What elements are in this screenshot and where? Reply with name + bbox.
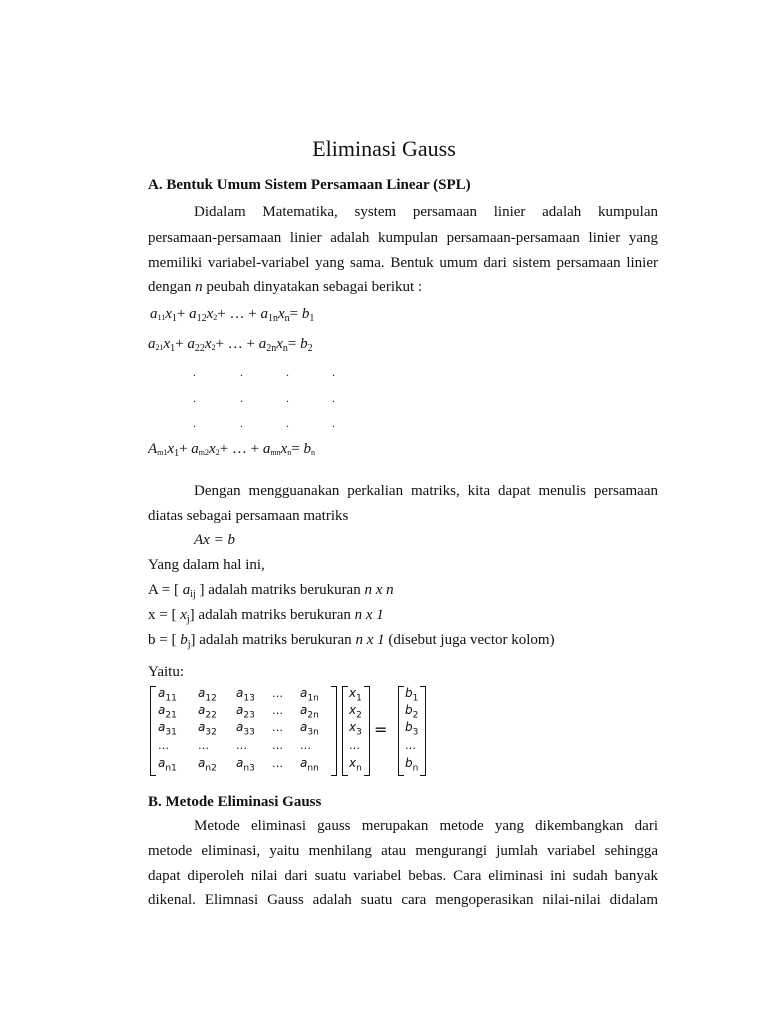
matrix-equals-sign: = [374, 720, 388, 739]
matrix-para-line-1: Dengan mengguanakan perkalian matriks, kita dapat menulis persamaan [194, 483, 658, 499]
section-b-line-4: dikenal. Elimnasi Gauss adalah suatu cara mengoperasikan nilai-nilai didalam [148, 892, 658, 908]
matrix-a-cell: $a_{2n}$ [300, 703, 319, 721]
matrix-a-cell: $a_{31}$ [158, 720, 177, 738]
matrix-a-cell: … [272, 721, 283, 734]
matrix-a-cell: $a_{3n}$ [300, 720, 319, 738]
vector-x-cell: $x_3$ [349, 720, 362, 738]
italic-n: n [195, 279, 203, 295]
vector-b-cell: … [405, 739, 416, 752]
vector-x-cell: $x_n$ [349, 756, 362, 774]
vector-x-cell: … [349, 739, 360, 752]
matrix-a-cell: $a_{22}$ [198, 703, 217, 721]
matrix-a-cell: … [272, 739, 283, 752]
matrix-a-cell: $a_{21}$ [158, 703, 177, 721]
matrix-a-left-bracket [150, 686, 156, 776]
matrix-a-cell: $a_{nn}$ [300, 756, 319, 774]
section-a-line-1: Didalam Matematika, system persamaan linier adalah kumpulan [194, 204, 658, 220]
equation-row-1: $a_{11}x_1+ a_{12}x_2+$ … + $a_{1n}x_n= b_1$ [150, 306, 315, 324]
section-b-line-3: dapat diperoleh nilai dari suatu variabel bebas. Cara eliminasi ini sudah banyak [148, 868, 658, 884]
vector-b-cell: $b_1$ [405, 686, 419, 704]
dot-row-3: . . . . [193, 416, 335, 430]
vector-b-cell: $b_2$ [405, 703, 419, 721]
matrix-a-cell: … [300, 739, 311, 752]
definition-x: x = [ $x_j$] adalah matriks berukuran n x 1 [148, 607, 384, 625]
matrix-a-cell: $a_{11}$ [158, 686, 177, 704]
matrix-equation-figure [150, 686, 430, 778]
matrix-a-cell: $a_{33}$ [236, 720, 255, 738]
vector-x-left-bracket [342, 686, 348, 776]
section-a-line-3: memiliki variabel-variabel yang sama. Bentuk umum dari sistem persamaan linier [148, 255, 658, 271]
matrix-a-cell: … [236, 739, 247, 752]
matrix-a-cell: $a_{32}$ [198, 720, 217, 738]
vector-b-cell: $b_n$ [405, 756, 419, 774]
equation-row-2: $a_{21}x_1+ a_{22}x_2+$ … + $a_{2n}x_n= b_2$ [148, 336, 313, 354]
vector-b-right-bracket [420, 686, 426, 776]
matrix-a-cell: … [272, 757, 283, 770]
line4-text: dengan n peubah dinyatakan sebagai berikut : [148, 279, 423, 295]
definition-b: b = [ $b_j$] adalah matriks berukuran n x 1 (disebut juga vector kolom) [148, 632, 555, 650]
section-b-line-2: metode eliminasi, yaitu menhilang atau mengurangi jumlah variabel sehingga [148, 843, 658, 859]
section-a-heading: A. Bentuk Umum Sistem Persamaan Linear (SPL) [148, 177, 471, 193]
matrix-a-cell: … [272, 687, 283, 700]
definition-a: A = [ $a_{ij}$ ] adalah matriks berukuran n x n [148, 582, 394, 600]
dot-row-2: . . . . [193, 391, 335, 405]
matrix-a-cell: … [272, 704, 283, 717]
section-a-line-2: persamaan-persamaan linier adalah kumpulan persamaan-persamaan linier yang [148, 230, 658, 246]
ax-equals-b: Ax = b [194, 532, 235, 548]
vector-b-left-bracket [398, 686, 404, 776]
matrix-a-cell: $a_{n3}$ [236, 756, 255, 774]
section-a-line-4 [148, 279, 422, 296]
matrix-a-cell: $a_{12}$ [198, 686, 217, 704]
matrix-a-cell: $a_{23}$ [236, 703, 255, 721]
vector-b-cell: $b_3$ [405, 720, 419, 738]
yang-dalam-text: Yang dalam hal ini, [148, 557, 265, 573]
section-b-heading: B. Metode Eliminasi Gauss [148, 794, 322, 810]
dot-row-1: . . . . [193, 365, 335, 379]
vector-x-right-bracket [364, 686, 370, 776]
matrix-a-cell: … [198, 739, 209, 752]
matrix-a-cell: $a_{n2}$ [198, 756, 217, 774]
matrix-a-cell: $a_{n1}$ [158, 756, 177, 774]
matrix-para-line-2: diatas sebagai persamaan matriks [148, 508, 349, 524]
equation-row-m: $A_{m1}x_1+ a_{m2}x_2+$ … + $a_{mn}x_n= b_n$ [148, 441, 315, 459]
vector-x-cell: $x_2$ [349, 703, 362, 721]
matrix-a-right-bracket [331, 686, 337, 776]
matrix-a-cell: $a_{1n}$ [300, 686, 319, 704]
page-title: Eliminasi Gauss [312, 136, 456, 161]
yaitu-label: Yaitu: [148, 664, 184, 680]
matrix-a-cell: … [158, 739, 169, 752]
matrix-a-cell: $a_{13}$ [236, 686, 255, 704]
vector-x-cell: $x_1$ [349, 686, 362, 704]
section-b-line-1: Metode eliminasi gauss merupakan metode yang dikembangkan dari [194, 818, 658, 834]
